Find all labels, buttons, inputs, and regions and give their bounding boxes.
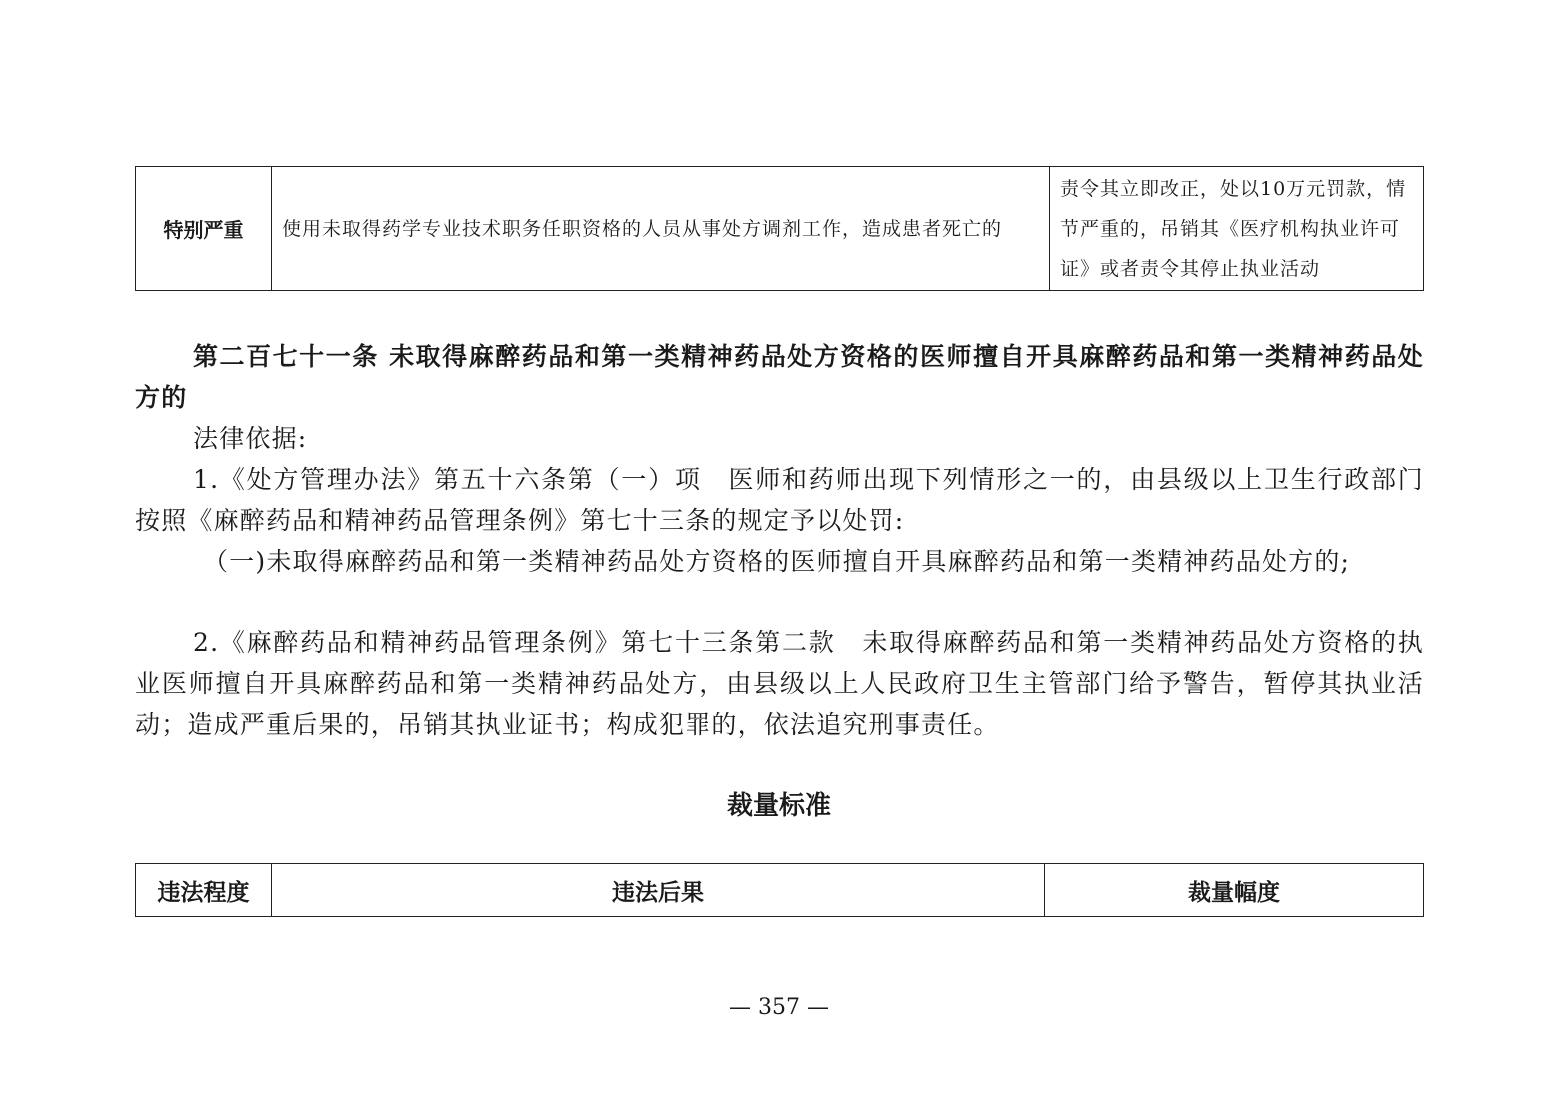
table-row — [136, 167, 1424, 291]
violation-level-cell: 特别严重 — [136, 167, 272, 291]
section-heading: 裁量标准 — [726, 791, 831, 821]
legal-basis-item-2: 2.《麻醉药品和精神药品管理条例》第七十三条第二款 未取得麻醉药品和第一类精神药品处方资格的执业医师擅自开具麻醉药品和第一类精神药品处方，由县级以上人民政府卫生主管部门给予警告，暂停其执业活动；造成严重后果的，吊销其执业证书；构成犯罪的，依法追究刑事责任。 — [135, 628, 1424, 739]
discretion-table-header — [135, 863, 1424, 917]
column-header-consequence: 违法后果 — [272, 864, 1045, 917]
column-header-range: 裁量幅度 — [1045, 864, 1424, 917]
article-title: 第二百七十一条 未取得麻醉药品和第一类精神药品处方资格的医师擅自开具麻醉药品和第一类精神药品处方的 — [135, 342, 1424, 412]
column-header-level: 违法程度 — [136, 864, 272, 917]
legal-basis-item-1-sub: （一)未取得麻醉药品和第一类精神药品处方资格的医师擅自开具麻醉药品和第一类精神药品处方的; — [203, 547, 1351, 576]
page-number: — 357 — — [729, 995, 829, 1020]
legal-basis-item-1: 1.《处方管理办法》第五十六条第（一）项 医师和药师出现下列情形之一的，由县级以上卫生行政部门按照《麻醉药品和精神药品管理条例》第七十三条的规定予以处罚: — [135, 465, 1424, 535]
table-header-row — [136, 864, 1424, 917]
discretion-table-continued — [135, 166, 1424, 291]
violation-consequence-cell: 使用未取得药学专业技术职务任职资格的人员从事处方调剂工作，造成患者死亡的 — [272, 167, 1050, 291]
legal-basis-label: 法律依据: — [193, 424, 308, 453]
discretion-range-cell: 责令其立即改正，处以10万元罚款，情节严重的，吊销其《医疗机构执业许可证》或者责令其停止执业活动 — [1050, 167, 1424, 291]
